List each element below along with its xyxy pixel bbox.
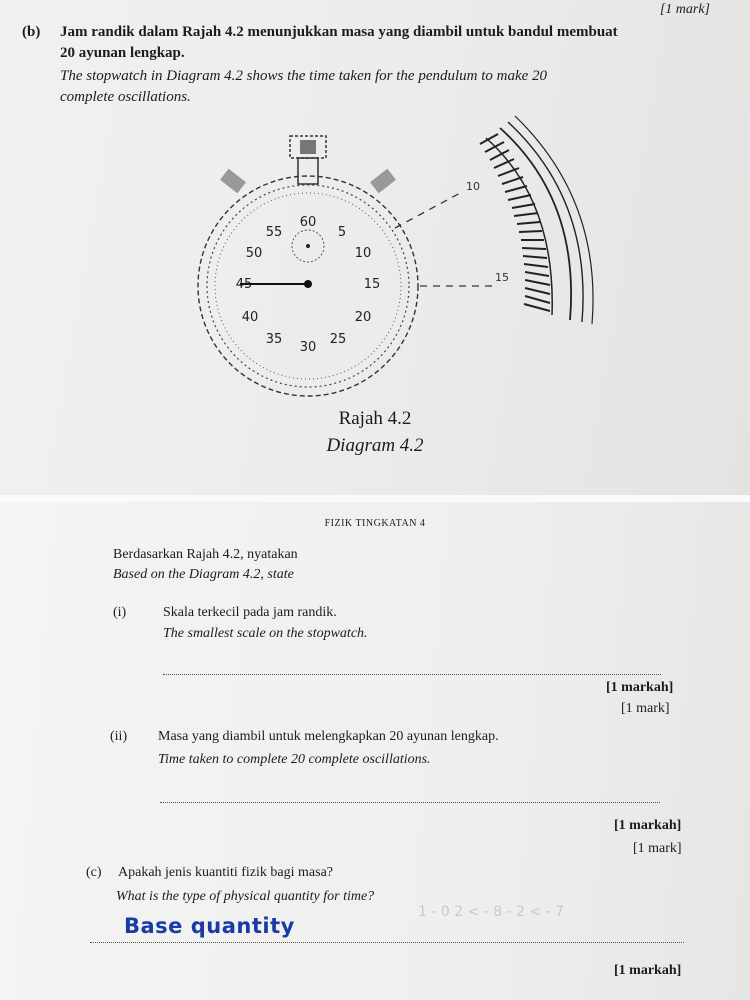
q-ii-english: Time taken to complete 20 complete oscillations. [158,752,431,767]
q-i-malay: Skala terkecil pada jam randik. [163,605,337,620]
zoomed-scale-ticks [480,134,550,311]
intro-malay: Berdasarkan Rajah 4.2, nyatakan [113,547,298,562]
part-c-malay: Apakah jenis kuantiti fizik bagi masa? [118,865,333,880]
stopwatch-diagram [0,110,750,410]
intro-english: Based on the Diagram 4.2, state [113,567,294,582]
dial-number: 5 [337,225,347,240]
dial-number: 10 [354,246,372,261]
dial-number: 35 [265,332,283,347]
q-i-mark-english: [1 mark] [621,701,670,716]
q-i-label: (i) [113,605,127,620]
dial-number: 40 [241,310,259,325]
dial-number: 55 [265,225,283,240]
part-c-label: (c) [86,865,102,880]
worksheet-page-bottom [0,502,750,1000]
part-b-label: (b) [22,24,41,40]
q-ii-mark-english: [1 mark] [633,841,682,856]
zoom-label-15: 15 [495,271,509,284]
dial-number: 45 [235,277,253,292]
part-b-malay-line2: 20 ayunan lengkap. [60,45,185,61]
q-ii-label: (ii) [110,729,128,744]
handwritten-answer[interactable]: Base quantity [124,914,295,938]
dial-number: 60 [299,215,317,230]
part-c-english: What is the type of physical quantity for time? [116,889,375,904]
q-ii-malay: Masa yang diambil untuk melengkapkan 20 ayunan lengkap. [158,729,499,744]
stopwatch-stem [298,158,318,184]
part-c-answer-line[interactable] [90,942,684,943]
q-i-mark-malay: [1 markah] [606,680,674,695]
figure-caption-malay: Rajah 4.2 [338,408,412,429]
corner-mark: [1 mark] [659,2,710,17]
figure-caption-english: Diagram 4.2 [326,435,424,456]
q-ii-answer-line[interactable] [160,802,660,803]
part-b-english-line1: The stopwatch in Diagram 4.2 shows the time taken for the pendulum to make 20 [60,68,548,84]
zoom-leader-10 [395,192,462,228]
zoomed-scale [486,116,593,324]
dial-number: 25 [329,332,347,347]
zoom-label-10: 10 [466,180,480,193]
part-b-english-line2: complete oscillations. [60,89,191,105]
dial-number: 15 [363,277,381,292]
dial-number: 20 [354,310,372,325]
stopwatch-left-button [220,169,246,194]
stopwatch-right-button [370,169,396,194]
dial-number: 30 [299,340,317,355]
faint-scribble: 1 - 0 2 < - 8 - 2 < - 7 [418,904,565,920]
q-i-answer-line[interactable] [163,674,661,675]
page-header: FIZIK TINGKATAN 4 [324,518,426,529]
part-b-malay-line1: Jam randik dalam Rajah 4.2 menunjukkan masa yang diambil untuk bandul membuat [60,24,618,40]
worksheet-page-top [0,0,750,498]
dial-number: 50 [245,246,263,261]
q-ii-mark-malay: [1 markah] [614,818,682,833]
part-c-mark-malay: [1 markah] [614,963,682,978]
q-i-english: The smallest scale on the stopwatch. [163,626,368,641]
